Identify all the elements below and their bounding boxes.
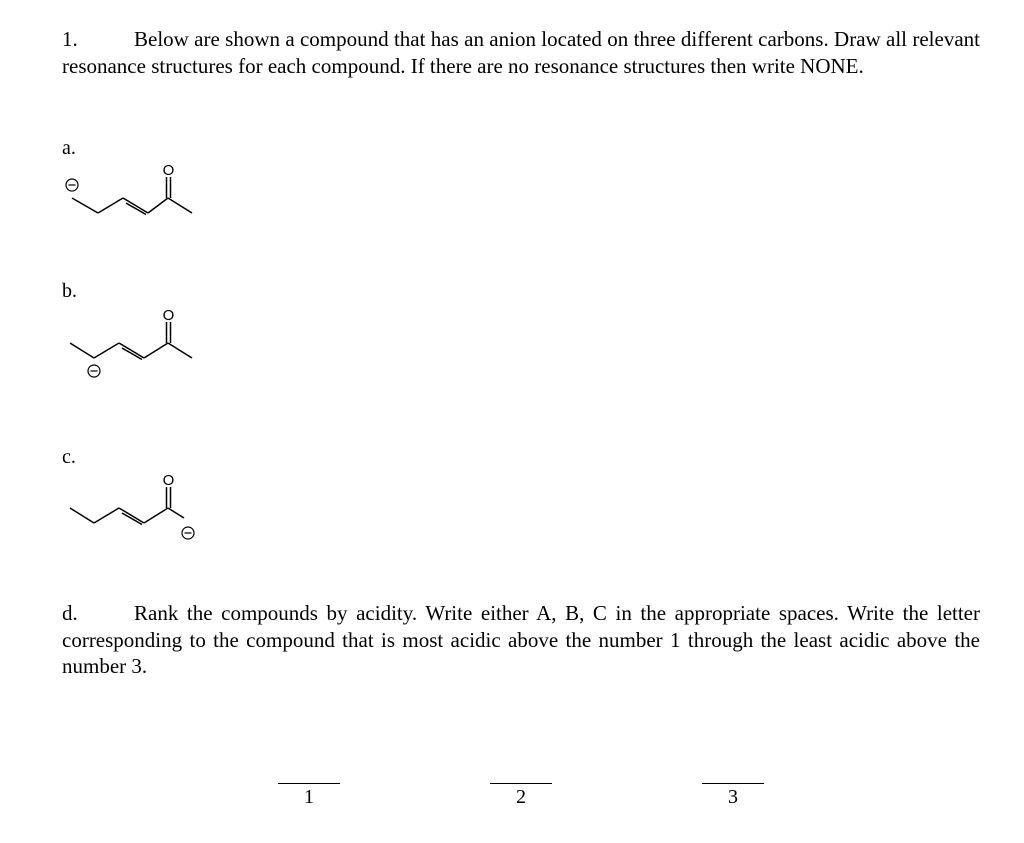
structure-c: [60, 465, 220, 555]
double-bond-inner: [122, 348, 142, 360]
bond: [70, 343, 94, 358]
oxygen-atom: O: [162, 472, 175, 489]
minus-charge: [88, 365, 100, 377]
rank-blank-2[interactable]: 2: [490, 783, 552, 809]
bond: [168, 198, 192, 213]
bond: [144, 508, 168, 523]
oxygen-atom: O: [162, 307, 175, 324]
bond: [168, 343, 192, 358]
question-d: [62, 600, 980, 680]
rank-blank-1[interactable]: 1: [278, 783, 340, 809]
double-bond: [119, 508, 144, 523]
question-d-text: Rank the compounds by acidity. Write either A, B, C in the appropriate spaces. Write the letter corresponding to the compound that is most acidic above the number 1 through the least acidic above the number 3.: [62, 601, 980, 678]
minus-charge: [66, 179, 78, 191]
double-bond: [119, 343, 144, 358]
oxygen-atom: O: [162, 162, 175, 179]
question-1-text: Below are shown a compound that has an anion located on three different carbons. Draw all relevant resonance structures for each compound. If there are no resonance structures then write NONE.: [62, 27, 980, 78]
bond: [148, 198, 168, 213]
rank-blank-3[interactable]: 3: [702, 783, 764, 809]
structure-b: [60, 300, 220, 390]
double-bond-inner: [126, 203, 146, 215]
minus-charge: [182, 527, 194, 539]
part-c-label: c.: [62, 446, 76, 468]
double-bond-inner: [122, 513, 142, 525]
part-a-label: a.: [62, 137, 76, 159]
question-1-number: 1.: [62, 27, 78, 51]
bond: [72, 198, 98, 213]
bond: [144, 343, 168, 358]
bond: [168, 508, 184, 518]
bond: [94, 343, 119, 358]
bond: [70, 508, 94, 523]
structure-a: [60, 155, 220, 245]
question-1: [62, 26, 980, 79]
double-bond: [123, 198, 148, 213]
bond: [94, 508, 119, 523]
part-b-label: b.: [62, 280, 77, 302]
bond: [98, 198, 123, 213]
question-d-label: d.: [62, 601, 78, 625]
